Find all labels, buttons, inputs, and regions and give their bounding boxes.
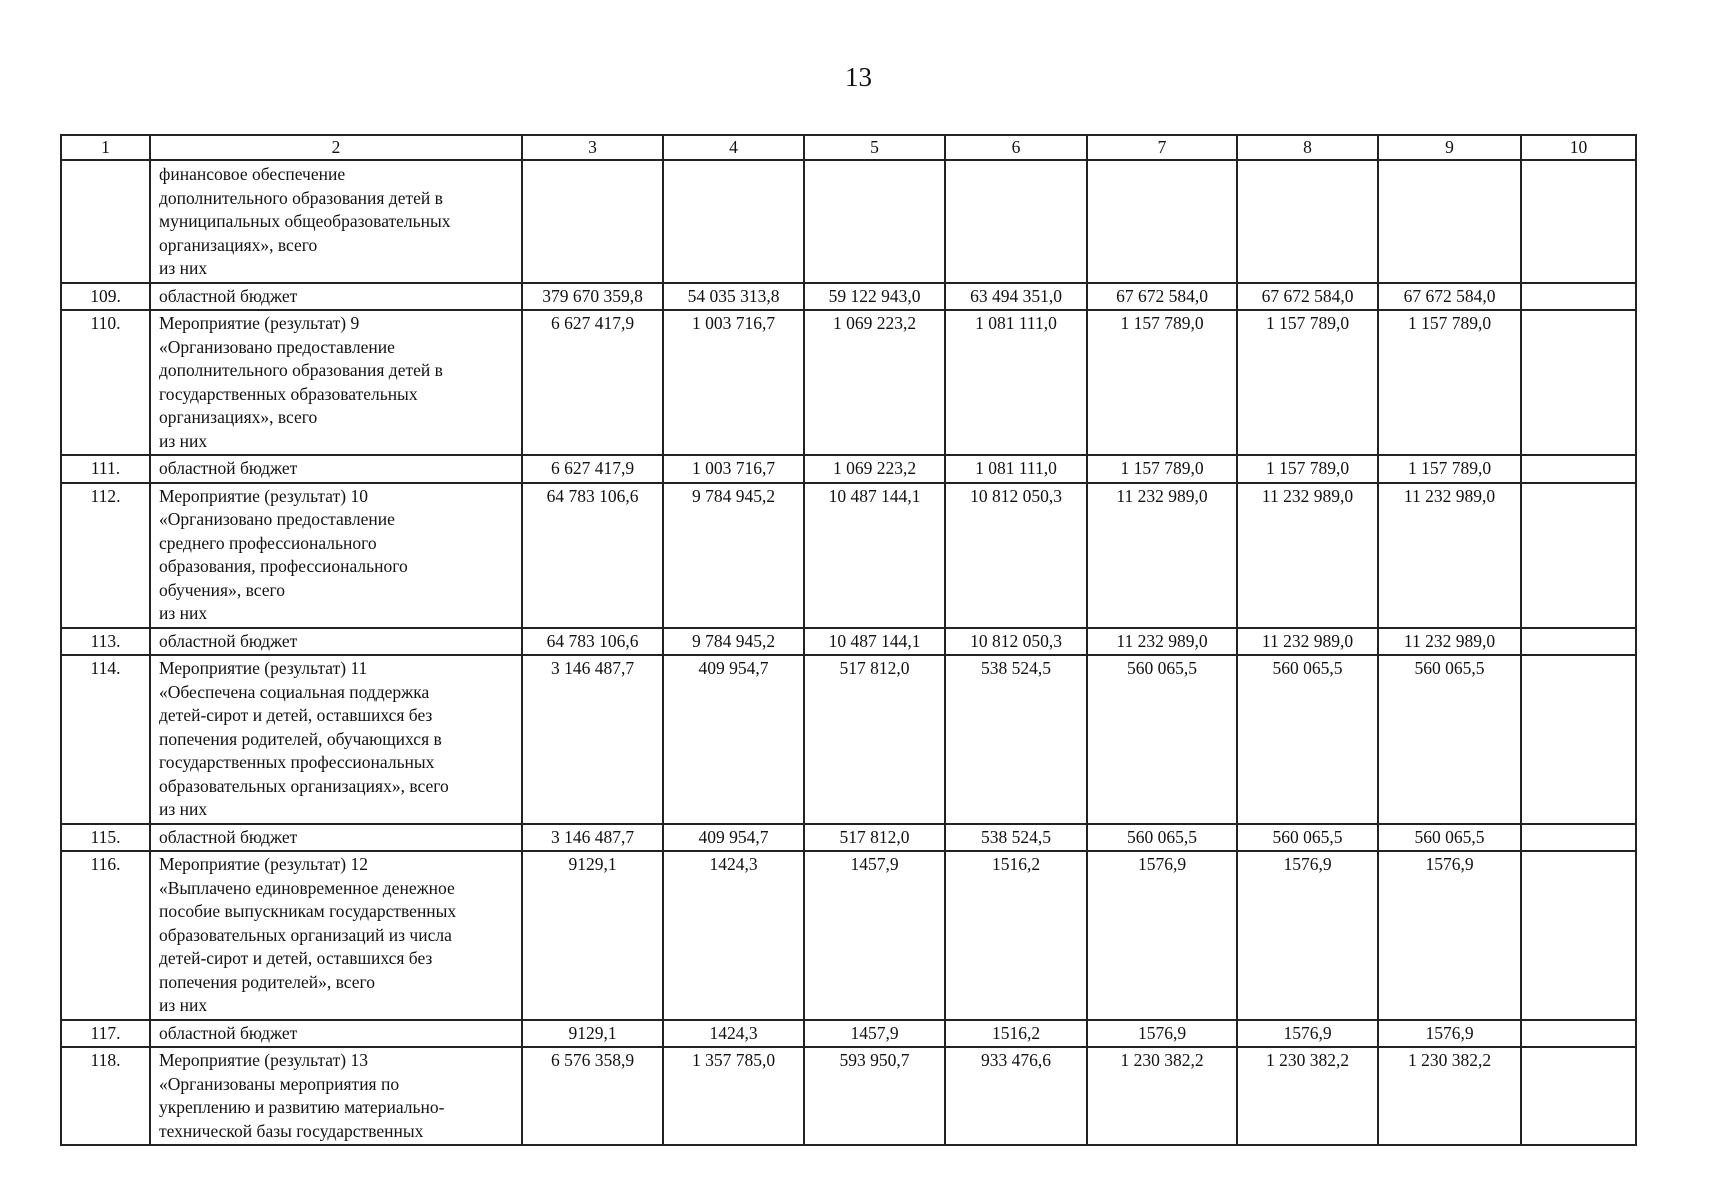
description-line: государственных образовательных xyxy=(159,383,418,404)
value-cell-col-7: 1576,9 xyxy=(1087,851,1237,1020)
description-line: Мероприятие (результат) 12 xyxy=(159,854,368,874)
description-line: областной бюджет xyxy=(159,630,298,651)
description-line: «Выплачено единовременное денежное xyxy=(159,877,455,898)
value-cell-col-3: 3 146 487,7 xyxy=(522,655,663,824)
row-description-cell xyxy=(150,1020,522,1048)
column-header-5: 5 xyxy=(804,135,945,160)
value-cell-col-3: 6 627 417,9 xyxy=(522,310,663,455)
value-cell-col-4: 409 954,7 xyxy=(663,655,804,824)
description-line: «Организовано предоставление xyxy=(159,336,395,357)
row-number-cell: 113. xyxy=(61,628,150,656)
value-cell-col-3: 379 670 359,8 xyxy=(522,283,663,311)
description-line: областной бюджет xyxy=(159,458,298,478)
value-cell-col-6: 1516,2 xyxy=(945,1020,1087,1048)
value-cell-col-7: 1 157 789,0 xyxy=(1087,310,1237,455)
row-description-cell xyxy=(150,1047,522,1145)
description-line: государственных профессиональных xyxy=(159,752,435,772)
value-cell-col-4: 409 954,7 xyxy=(663,824,804,852)
value-cell-col-3: 64 783 106,6 xyxy=(522,483,663,628)
value-cell-col-10 xyxy=(1521,628,1636,656)
table-row xyxy=(61,1020,1636,1048)
value-cell-col-5: 59 122 943,0 xyxy=(804,283,945,311)
value-cell-col-9 xyxy=(1378,160,1521,283)
column-header-3: 3 xyxy=(522,135,663,160)
description-line: «Организовано предоставление xyxy=(159,509,395,529)
value-cell-col-8: 1 157 789,0 xyxy=(1237,310,1378,455)
value-cell-col-6 xyxy=(945,160,1087,283)
row-number-cell: 114. xyxy=(61,655,150,824)
value-cell-col-8: 1576,9 xyxy=(1237,1020,1378,1048)
value-cell-col-4: 1 003 716,7 xyxy=(663,455,804,483)
value-cell-col-10 xyxy=(1521,1020,1636,1048)
value-cell-col-8: 11 232 989,0 xyxy=(1237,483,1378,628)
value-cell-col-9: 1 157 789,0 xyxy=(1378,310,1521,455)
description-line: областной бюджет xyxy=(159,1022,298,1043)
description-line: Мероприятие (результат) 10 xyxy=(159,485,368,506)
value-cell-col-4 xyxy=(663,160,804,283)
column-header-9: 9 xyxy=(1378,135,1521,160)
row-description-cell xyxy=(150,455,522,483)
description-line: Мероприятие (результат) 9 xyxy=(159,313,360,333)
description-line: финансовое обеспечение xyxy=(159,164,346,184)
value-cell-col-4: 9 784 945,2 xyxy=(663,628,804,656)
value-cell-col-6: 10 812 050,3 xyxy=(945,483,1087,628)
value-cell-col-10 xyxy=(1521,310,1636,455)
table-row xyxy=(61,283,1636,311)
description-line: организациях», всего xyxy=(159,407,318,427)
value-cell-col-5: 1 069 223,2 xyxy=(804,310,945,455)
description-line: детей-сирот и детей, оставшихся без xyxy=(159,705,433,725)
description-line: Мероприятие (результат) 13 xyxy=(159,1050,368,1070)
value-cell-col-3: 6 576 358,9 xyxy=(522,1047,663,1145)
value-cell-col-8: 1 157 789,0 xyxy=(1237,455,1378,483)
value-cell-col-8: 1576,9 xyxy=(1237,851,1378,1020)
description-line: из них xyxy=(159,258,208,278)
row-number-cell: 117. xyxy=(61,1020,150,1048)
budget-table xyxy=(60,134,1637,1146)
table-header-row xyxy=(61,135,1636,160)
value-cell-col-6: 63 494 351,0 xyxy=(945,283,1087,311)
row-number-cell: 112. xyxy=(61,483,150,628)
value-cell-col-6: 538 524,5 xyxy=(945,655,1087,824)
value-cell-col-7: 67 672 584,0 xyxy=(1087,283,1237,311)
value-cell-col-5: 1457,9 xyxy=(804,1020,945,1048)
value-cell-col-10 xyxy=(1521,851,1636,1020)
row-description-cell xyxy=(150,824,522,852)
value-cell-col-10 xyxy=(1521,455,1636,483)
row-description-cell xyxy=(150,851,522,1020)
value-cell-col-7: 1 230 382,2 xyxy=(1087,1047,1237,1145)
value-cell-col-7: 560 065,5 xyxy=(1087,655,1237,824)
row-number-cell: 118. xyxy=(61,1047,150,1145)
column-header-10: 10 xyxy=(1521,135,1636,160)
description-line: из них xyxy=(159,430,208,451)
row-number-cell: 110. xyxy=(61,310,150,455)
value-cell-col-5: 10 487 144,1 xyxy=(804,483,945,628)
row-description-cell xyxy=(150,655,522,824)
value-cell-col-9: 560 065,5 xyxy=(1378,655,1521,824)
value-cell-col-9: 11 232 989,0 xyxy=(1378,628,1521,656)
value-cell-col-3: 9129,1 xyxy=(522,851,663,1020)
value-cell-col-3: 9129,1 xyxy=(522,1020,663,1048)
table-row xyxy=(61,310,1636,455)
value-cell-col-9: 1576,9 xyxy=(1378,851,1521,1020)
value-cell-col-7: 11 232 989,0 xyxy=(1087,483,1237,628)
column-header-1: 1 xyxy=(61,135,150,160)
value-cell-col-6: 1516,2 xyxy=(945,851,1087,1020)
value-cell-col-6: 538 524,5 xyxy=(945,824,1087,852)
row-description-cell xyxy=(150,628,522,656)
page-number: 13 xyxy=(845,62,872,92)
value-cell-col-5: 517 812,0 xyxy=(804,824,945,852)
value-cell-col-5 xyxy=(804,160,945,283)
description-line: пособие выпускникам государственных xyxy=(159,901,457,921)
description-line: из них xyxy=(159,603,208,623)
value-cell-col-8: 67 672 584,0 xyxy=(1237,283,1378,311)
value-cell-col-9: 1576,9 xyxy=(1378,1020,1521,1048)
row-number-cell: 115. xyxy=(61,824,150,852)
value-cell-col-7: 1 157 789,0 xyxy=(1087,455,1237,483)
value-cell-col-8: 11 232 989,0 xyxy=(1237,628,1378,656)
value-cell-col-3: 64 783 106,6 xyxy=(522,628,663,656)
value-cell-col-8: 560 065,5 xyxy=(1237,824,1378,852)
value-cell-col-5: 517 812,0 xyxy=(804,655,945,824)
row-number-cell xyxy=(61,160,150,283)
description-line: обучения», всего xyxy=(159,579,285,600)
column-header-6: 6 xyxy=(945,135,1087,160)
description-line: Мероприятие (результат) 11 xyxy=(159,658,368,678)
row-description-cell xyxy=(150,483,522,628)
description-line: образовательных организаций из числа xyxy=(159,924,452,945)
value-cell-col-9: 560 065,5 xyxy=(1378,824,1521,852)
description-line: муниципальных общеобразовательных xyxy=(159,211,451,231)
description-line: попечения родителей, обучающихся в xyxy=(159,728,442,749)
value-cell-col-8: 560 065,5 xyxy=(1237,655,1378,824)
description-line: дополнительного образования детей в xyxy=(159,360,443,380)
value-cell-col-3: 6 627 417,9 xyxy=(522,455,663,483)
table-row xyxy=(61,824,1636,852)
value-cell-col-7: 1576,9 xyxy=(1087,1020,1237,1048)
value-cell-col-6: 1 081 111,0 xyxy=(945,310,1087,455)
description-line: укреплению и развитию материально- xyxy=(159,1097,445,1117)
table-row xyxy=(61,851,1636,1020)
value-cell-col-10 xyxy=(1521,655,1636,824)
description-line: детей-сирот и детей, оставшихся без xyxy=(159,948,433,968)
value-cell-col-10 xyxy=(1521,283,1636,311)
table-row xyxy=(61,455,1636,483)
column-header-4: 4 xyxy=(663,135,804,160)
value-cell-col-4: 54 035 313,8 xyxy=(663,283,804,311)
table-body xyxy=(61,160,1636,1145)
row-description-cell xyxy=(150,283,522,311)
value-cell-col-10 xyxy=(1521,1047,1636,1145)
description-line: образовательных организациях», всего xyxy=(159,775,449,796)
value-cell-col-6: 1 081 111,0 xyxy=(945,455,1087,483)
description-line: из них xyxy=(159,995,208,1015)
value-cell-col-9: 67 672 584,0 xyxy=(1378,283,1521,311)
row-description-cell xyxy=(150,160,522,283)
column-header-2: 2 xyxy=(150,135,522,160)
value-cell-col-10 xyxy=(1521,483,1636,628)
value-cell-col-10 xyxy=(1521,824,1636,852)
value-cell-col-6: 10 812 050,3 xyxy=(945,628,1087,656)
row-description-cell xyxy=(150,310,522,455)
value-cell-col-4: 1 003 716,7 xyxy=(663,310,804,455)
value-cell-col-3 xyxy=(522,160,663,283)
value-cell-col-8 xyxy=(1237,160,1378,283)
row-number-cell: 109. xyxy=(61,283,150,311)
value-cell-col-4: 9 784 945,2 xyxy=(663,483,804,628)
value-cell-col-9: 1 230 382,2 xyxy=(1378,1047,1521,1145)
table-row xyxy=(61,483,1636,628)
description-line: «Обеспечена социальная поддержка xyxy=(159,681,430,702)
value-cell-col-5: 1457,9 xyxy=(804,851,945,1020)
value-cell-col-6: 933 476,6 xyxy=(945,1047,1087,1145)
row-number-cell: 116. xyxy=(61,851,150,1020)
description-line: «Организованы мероприятия по xyxy=(159,1073,400,1094)
description-line: попечения родителей», всего xyxy=(159,971,375,992)
value-cell-col-7: 560 065,5 xyxy=(1087,824,1237,852)
table-row xyxy=(61,628,1636,656)
description-line: из них xyxy=(159,799,208,819)
column-header-7: 7 xyxy=(1087,135,1237,160)
table-row xyxy=(61,1047,1636,1145)
description-line: среднего профессионального xyxy=(159,532,377,553)
value-cell-col-5: 10 487 144,1 xyxy=(804,628,945,656)
description-line: организациях», всего xyxy=(159,234,318,255)
value-cell-col-8: 1 230 382,2 xyxy=(1237,1047,1378,1145)
value-cell-col-3: 3 146 487,7 xyxy=(522,824,663,852)
value-cell-col-7 xyxy=(1087,160,1237,283)
description-line: областной бюджет xyxy=(159,285,298,306)
description-line: технической базы государственных xyxy=(159,1120,424,1141)
row-number-cell: 111. xyxy=(61,455,150,483)
value-cell-col-5: 593 950,7 xyxy=(804,1047,945,1145)
value-cell-col-4: 1 357 785,0 xyxy=(663,1047,804,1145)
table-row xyxy=(61,655,1636,824)
value-cell-col-4: 1424,3 xyxy=(663,851,804,1020)
value-cell-col-9: 1 157 789,0 xyxy=(1378,455,1521,483)
table-row xyxy=(61,160,1636,283)
column-header-8: 8 xyxy=(1237,135,1378,160)
value-cell-col-9: 11 232 989,0 xyxy=(1378,483,1521,628)
description-line: областной бюджет xyxy=(159,826,298,847)
value-cell-col-7: 11 232 989,0 xyxy=(1087,628,1237,656)
value-cell-col-4: 1424,3 xyxy=(663,1020,804,1048)
value-cell-col-10 xyxy=(1521,160,1636,283)
description-line: образования, профессионального xyxy=(159,556,408,576)
description-line: дополнительного образования детей в xyxy=(159,187,443,208)
value-cell-col-5: 1 069 223,2 xyxy=(804,455,945,483)
